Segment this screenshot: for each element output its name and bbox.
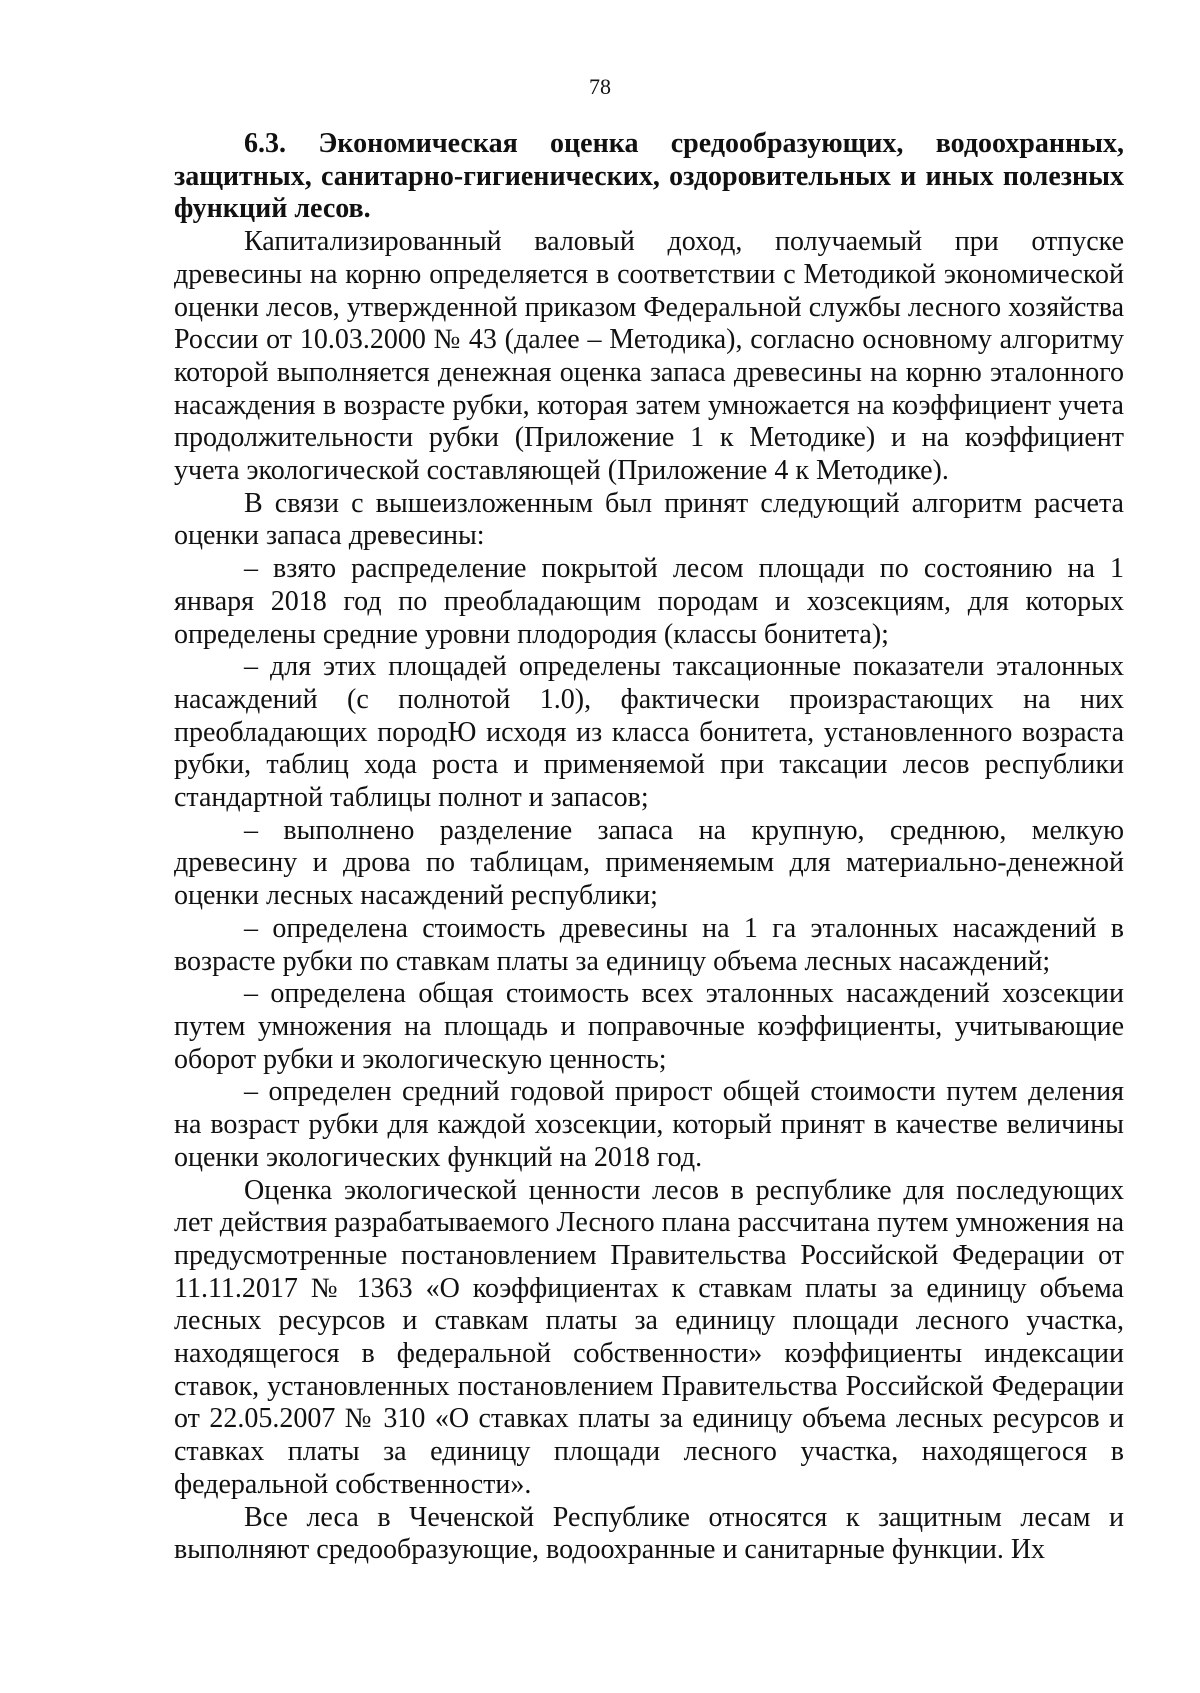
list-item: – определена стоимость древесины на 1 га эталонных насаждений в возрасте рубки по ставкам платы за единицу объема лесных насаждений; — [174, 912, 1124, 977]
list-item: – выполнено разделение запаса на крупную, среднюю, мелкую древесину и дрова по таблицам, применяемым для материально-денежной оценки лесных насаждений республики; — [174, 814, 1124, 912]
paragraph-protective-forests: Все леса в Чеченской Республике относятся к защитным лесам и выполняют средообразующие, водоохранные и санитарные функции. Их — [174, 1501, 1124, 1566]
list-item: – определена общая стоимость всех эталонных насаждений хозсекции путем умножения на площадь и поправочные коэффициенты, учитывающие оборот рубки и экологическую ценность; — [174, 978, 1124, 1075]
document-body — [174, 128, 1124, 1567]
paragraph-algorithm: В связи с вышеизложенным был принят следующий алгоритм расчета оценки запаса древесины: — [174, 487, 1124, 552]
list-item: – для этих площадей определены таксационные показатели эталонных насаждений (с полнотой 1.0), фактически произрастающих на них преобладающих породЮ исходя из класса бонитета, установленного возраста рубки, таблиц хода роста и применяемой при таксации лесов республики стандартной таблицы полнот и запасов; — [174, 651, 1124, 814]
section-heading: 6.3. Экономическая оценка средообразующих, водоохранных, защитных, санитарно-гигиенических, оздоровительных и иных полезных функций лесов. — [174, 128, 1124, 225]
page-number: 78 — [589, 74, 611, 99]
list-item: – определен средний годовой прирост общей стоимости путем деления на возраст рубки для каждой хозсекции, который принят в качестве величины оценки экологических функций на 2018 год. — [174, 1076, 1124, 1173]
paragraph-intro: Капитализированный валовый доход, получаемый при отпуске древесины на корню определяется в соответствии с Методикой экономической оценки лесов, утвержденной приказом Федеральной службы лесного хозяйства России от 10.03.2000 № 43 (далее – Методика), согласно основному алгоритму которой выполняется денежная оценка запаса древесины на корню эталонного насаждения в возрасте рубки, которая затем умножается на коэффициент учета продолжительности рубки (Приложение 1 к Методике) и на коэффициент учета экологической составляющей (Приложение 4 к Методике). — [174, 226, 1124, 487]
paragraph-indexation: Оценка экологической ценности лесов в республике для последующих лет действия разрабатываемого Лесного плана рассчитана путем умножения на предусмотренные постановлением Правительства Российской Федерации от 11.11.2017 № 1363 «О коэффициентах к ставкам платы за единицу объема лесных ресурсов и ставкам платы за единицу площади лесного участка, находящегося в федеральной собственности» коэффициенты индексации ставок, установленных постановлением Правительства Российской Федерации от 22.05.2007 № 310 «О ставках платы за единицу объема лесных ресурсов и ставках платы за единицу площади лесного участка, находящегося в федеральной собственности». — [174, 1174, 1124, 1500]
list-item: – взято распределение покрытой лесом площади по состоянию на 1 января 2018 год по преобладающим породам и хозсекциям, для которых определены средние уровни плодородия (классы бонитета); — [174, 553, 1124, 650]
